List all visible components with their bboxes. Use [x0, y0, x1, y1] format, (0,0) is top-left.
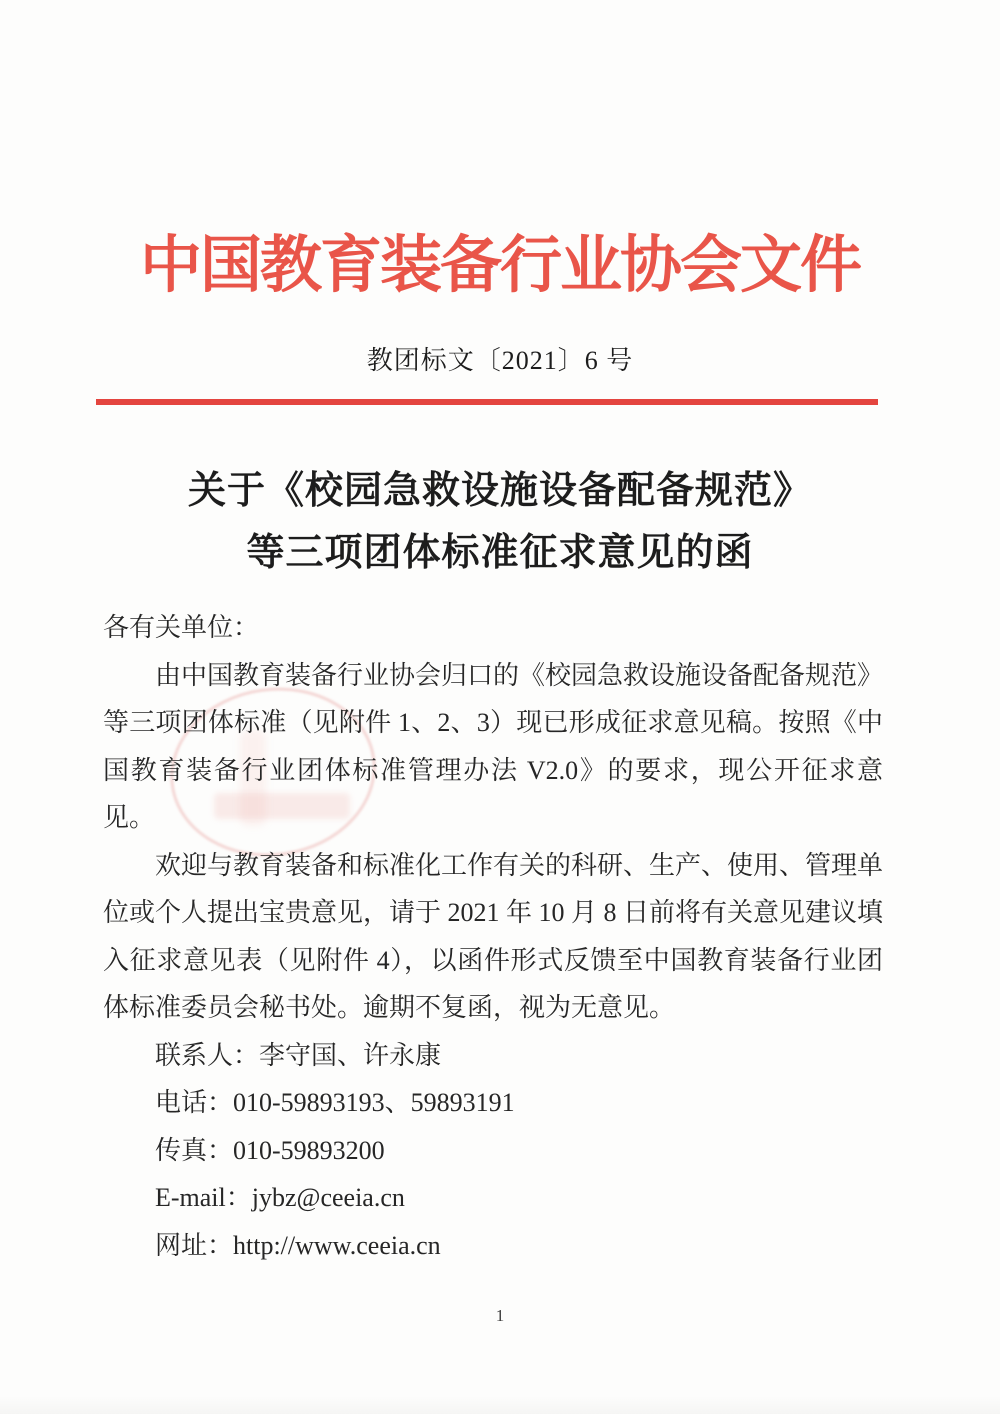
paragraph-1: 由中国教育装备行业协会归口的《校园急救设施设备配备规范》等三项团体标准（见附件 1、2、3）现已形成征求意见稿。按照《中国教育装备行业团体标准管理办法 V2.0》的要求，现公开征求意见。	[103, 660, 884, 832]
contact-fax-line: 传真：010-59893200	[155, 1135, 385, 1165]
org-letterhead-title: 中国教育装备行业协会文件	[139, 232, 860, 300]
paragraph-2: 欢迎与教育装备和标准化工作有关的科研、生产、使用、管理单位或个人提出宝贵意见，请于 2021 年 10 月 8 日前将有关意见建议填入征求意见表（见附件 4），以函件形式反馈至中国教育装备行业团体标准委员会秘书处。逾期不复函，视为无意见。	[103, 850, 884, 1022]
contact-email-line: E-mail：jybz@ceeia.cn	[155, 1183, 405, 1212]
document-body	[103, 604, 883, 1269]
letterhead-rule	[96, 399, 878, 405]
contact-person-line: 联系人：李守国、许永康	[155, 1040, 442, 1070]
page-number: 1	[495, 1306, 505, 1325]
document-title	[0, 460, 1000, 584]
salutation: 各有关单位：	[103, 613, 260, 642]
document-title-line-1: 关于《校园急救设施设备配备规范》	[187, 470, 812, 512]
document-title-line-2: 等三项团体标准征求意见的函	[246, 532, 754, 574]
contact-info	[103, 1032, 883, 1270]
scan-artifact	[0, 1396, 1000, 1414]
contact-phone-line: 电话：010-59893193、59893191	[155, 1088, 515, 1117]
document-number: 教团标文〔2021〕6 号	[366, 346, 634, 375]
contact-website-line: 网址：http://www.ceeia.cn	[155, 1230, 441, 1260]
